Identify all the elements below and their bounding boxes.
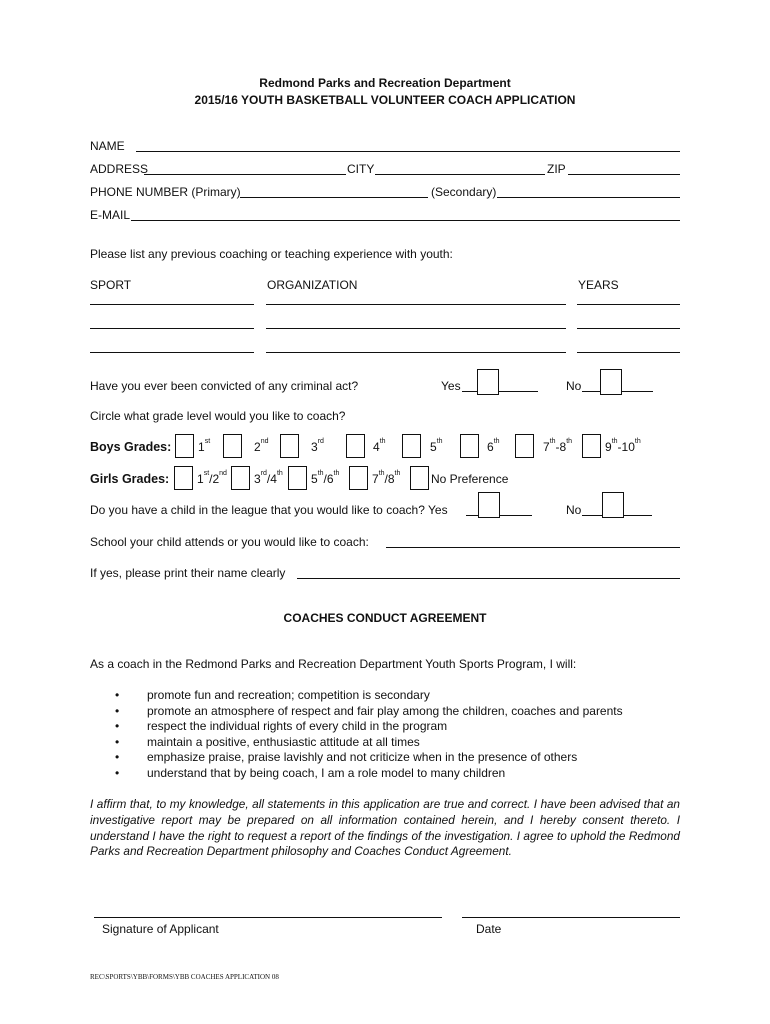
agreement-item: • promote an atmosphere of respect and fair play among the children, coaches and parents xyxy=(115,704,623,720)
city-label: CITY xyxy=(347,162,375,176)
name-label: NAME xyxy=(90,139,125,153)
child-in-league-question: Do you have a child in the league that you would like to coach? Yes xyxy=(90,503,448,517)
agreement-item: • respect the individual rights of every child in the program xyxy=(115,719,623,735)
experience-prompt: Please list any previous coaching or teaching experience with youth: xyxy=(90,247,453,261)
email-field[interactable] xyxy=(131,220,680,221)
child-no-checkbox[interactable] xyxy=(602,492,624,518)
years-field[interactable] xyxy=(577,304,680,305)
child-yes-checkbox[interactable] xyxy=(478,492,500,518)
boys-grade-9-10-label: 9th-10th xyxy=(605,438,641,454)
agreement-item: • promote fun and recreation; competition is secondary xyxy=(115,688,623,704)
agreement-intro: As a coach in the Redmond Parks and Recreation Department Youth Sports Program, I will: xyxy=(90,657,577,671)
sport-field[interactable] xyxy=(90,304,254,305)
boys-grade-4-label: 4th xyxy=(373,438,386,454)
girls-no-preference-checkbox[interactable] xyxy=(410,466,429,490)
boys-grade-4-checkbox[interactable] xyxy=(346,434,365,458)
school-prompt: School your child attends or you would like to coach: xyxy=(90,535,369,549)
sport-column-header: SPORT xyxy=(90,278,132,292)
zip-field[interactable] xyxy=(568,174,680,175)
boys-grade-7-8-label: 7th-8th xyxy=(543,438,573,454)
years-column-header: YEARS xyxy=(578,278,619,292)
date-field[interactable] xyxy=(462,917,680,918)
child-no-label: No xyxy=(566,503,582,517)
girls-grades-label: Girls Grades: xyxy=(90,472,170,486)
girls-grade-3-4-checkbox[interactable] xyxy=(231,466,250,490)
document-footer: REC\SPORTS\YBB\FORMS\YBB COACHES APPLICATION 08 xyxy=(90,973,279,981)
girls-grade-7-8-label: 7th/8th xyxy=(372,470,401,486)
date-label: Date xyxy=(476,922,502,936)
criminal-yes-label: Yes xyxy=(441,379,461,393)
name-field[interactable] xyxy=(136,151,680,152)
years-field[interactable] xyxy=(577,352,680,353)
phone-secondary-label: (Secondary) xyxy=(431,185,497,199)
girls-grade-7-8-checkbox[interactable] xyxy=(349,466,368,490)
address-label: ADDRESS xyxy=(90,162,149,176)
agreement-item: • maintain a positive, enthusiastic attitude at all times xyxy=(115,735,623,751)
boys-grade-2-checkbox[interactable] xyxy=(223,434,242,458)
signature-label: Signature of Applicant xyxy=(102,922,219,936)
organization-field[interactable] xyxy=(266,352,566,353)
address-field[interactable] xyxy=(144,174,346,175)
phone-primary-field[interactable] xyxy=(240,197,428,198)
boys-grade-3-checkbox[interactable] xyxy=(280,434,299,458)
agreement-list xyxy=(115,688,623,782)
years-field[interactable] xyxy=(577,328,680,329)
agreement-title: COACHES CONDUCT AGREEMENT xyxy=(283,611,487,625)
phone-secondary-field[interactable] xyxy=(497,197,680,198)
girls-grade-1-2-label: 1st/2nd xyxy=(197,470,227,486)
email-label: E-MAIL xyxy=(90,208,131,222)
zip-label: ZIP xyxy=(547,162,566,176)
boys-grade-6-label: 6th xyxy=(487,438,500,454)
criminal-question: Have you ever been convicted of any criminal act? xyxy=(90,379,359,393)
girls-grade-5-6-label: 5th/6th xyxy=(311,470,340,486)
form-title: 2015/16 YOUTH BASKETBALL VOLUNTEER COACH APPLICATION xyxy=(194,93,576,107)
boys-grade-7-8-checkbox[interactable] xyxy=(515,434,534,458)
girls-grade-3-4-label: 3rd/4th xyxy=(254,470,283,486)
girls-grade-5-6-checkbox[interactable] xyxy=(288,466,307,490)
child-name-prompt: If yes, please print their name clearly xyxy=(90,566,286,580)
city-field[interactable] xyxy=(375,174,545,175)
affirmation-paragraph: I affirm that, to my knowledge, all statements in this application are true and correct. I have been advised that an investigative report may be prepared on all information contained herein, and I hereby consent thereto. I understand I have the right to request a report of the findings of the investigation. I agree to uphold the Redmond Parks and Recreation Department philosophy and Coaches Conduct Agreement. xyxy=(90,797,680,859)
criminal-yes-line xyxy=(462,391,538,392)
phone-primary-label: PHONE NUMBER (Primary) xyxy=(90,185,241,199)
criminal-no-label: No xyxy=(566,379,582,393)
organization-column-header: ORGANIZATION xyxy=(267,278,358,292)
department-heading: Redmond Parks and Recreation Department xyxy=(259,76,511,90)
agreement-item: • emphasize praise, praise lavishly and not criticize when in the presence of others xyxy=(115,750,623,766)
organization-field[interactable] xyxy=(266,328,566,329)
boys-grade-3-label: 3rd xyxy=(311,438,324,454)
girls-grade-1-2-checkbox[interactable] xyxy=(174,466,193,490)
sport-field[interactable] xyxy=(90,352,254,353)
boys-grades-label: Boys Grades: xyxy=(90,440,172,454)
school-field[interactable] xyxy=(386,547,680,548)
criminal-no-checkbox[interactable] xyxy=(600,369,622,395)
organization-field[interactable] xyxy=(266,304,566,305)
signature-field[interactable] xyxy=(94,917,442,918)
child-name-field[interactable] xyxy=(297,578,680,579)
boys-grade-5-checkbox[interactable] xyxy=(402,434,421,458)
boys-grade-1-checkbox[interactable] xyxy=(175,434,194,458)
boys-grade-6-checkbox[interactable] xyxy=(460,434,479,458)
boys-grade-2-label: 2nd xyxy=(254,438,269,454)
boys-grade-5-label: 5th xyxy=(430,438,443,454)
grade-prompt: Circle what grade level would you like to coach? xyxy=(90,409,346,423)
girls-no-preference-label: No Preference xyxy=(431,472,509,486)
agreement-item: • understand that by being coach, I am a role model to many children xyxy=(115,766,623,782)
criminal-yes-checkbox[interactable] xyxy=(477,369,499,395)
sport-field[interactable] xyxy=(90,328,254,329)
boys-grade-9-10-checkbox[interactable] xyxy=(582,434,601,458)
boys-grade-1-label: 1st xyxy=(198,438,211,454)
